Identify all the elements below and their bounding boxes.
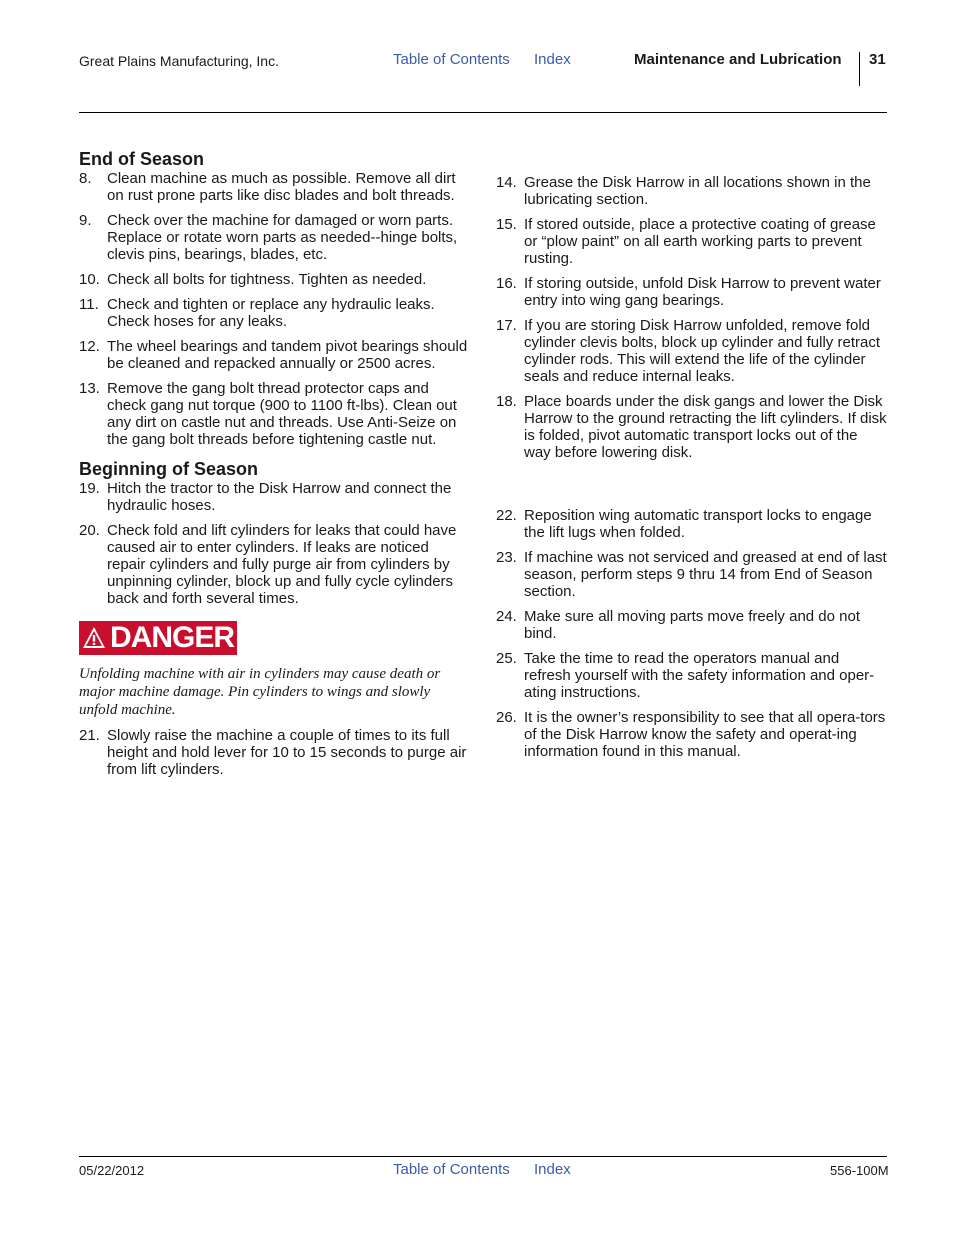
beginning-of-season-list <box>79 480 471 607</box>
list-item <box>496 608 888 642</box>
item-number: 9. <box>79 212 92 229</box>
item-text: If you are storing Disk Harrow unfolded, remove fold cylinder clevis bolts, block up cylinder and fully retract cylinder rods. This will extend the life of the cylinder seals and reduce internal leaks. <box>524 317 880 385</box>
item-number: 21. <box>79 727 100 744</box>
list-item <box>79 271 471 288</box>
list-item <box>496 317 888 385</box>
item-text: Check all bolts for tightness. Tighten as needed. <box>107 271 427 288</box>
item-text: The wheel bearings and tandem pivot bearings should be cleaned and repacked annually or 2500 acres. <box>107 338 468 372</box>
item-text: Hitch the tractor to the Disk Harrow and connect the hydraulic hoses. <box>107 480 452 514</box>
item-number: 8. <box>79 170 92 187</box>
index-link-footer[interactable]: Index <box>534 1161 571 1178</box>
danger-message: Unfolding machine with air in cylinders may cause death or major machine damage. Pin cylinders to wings and slowly unfold machine. <box>79 666 441 718</box>
right-column <box>496 174 888 469</box>
item-number: 18. <box>496 393 517 410</box>
item-text: Remove the gang bolt thread protector caps and check gang nut torque (900 to 1100 ft-lbs). Clean out any dirt on castle nut and threads. Use Anti-Seize on the gang bolt threads before tightening castle nut. <box>107 380 457 448</box>
right-column-lower <box>496 507 888 768</box>
item-number: 24. <box>496 608 517 625</box>
list-item <box>79 380 471 448</box>
toc-link-header[interactable]: Table of Contents <box>393 51 510 68</box>
item-text: Take the time to read the operators manual and refresh yourself with the safety information and oper-ating instructions. <box>524 650 875 701</box>
list-item <box>496 709 888 760</box>
item-number: 17. <box>496 317 517 334</box>
warning-triangle-icon <box>82 626 106 650</box>
document-number: 556-100M <box>830 1163 889 1178</box>
list-item <box>79 296 471 330</box>
item-number: 14. <box>496 174 517 191</box>
item-number: 23. <box>496 549 517 566</box>
item-number: 16. <box>496 275 517 292</box>
list-item <box>496 275 888 309</box>
item-text: Clean machine as much as possible. Remove all dirt on rust prone parts like disc blades and bolt threads. <box>107 170 456 204</box>
end-of-season-list <box>79 170 471 448</box>
item-number: 19. <box>79 480 100 497</box>
item-text: If machine was not serviced and greased at end of last season, perform steps 9 thru 14 from End of Season section. <box>524 549 887 600</box>
list-item <box>496 216 888 267</box>
item-text: Check fold and lift cylinders for leaks that could have caused air to enter cylinders. If leaks are noticed repair cylinders and fully purge air from cylinders by unpinning cylinder, block up and fully cycle cylinders back and forth several times. <box>107 522 457 607</box>
end-of-season-heading: End of Season <box>79 149 205 169</box>
list-item <box>79 170 471 204</box>
list-item <box>79 338 471 372</box>
beginning-of-season-list-continued <box>496 507 888 760</box>
item-number: 13. <box>79 380 100 397</box>
item-text: Make sure all moving parts move freely and do not bind. <box>524 608 860 642</box>
item-number: 11. <box>79 296 99 313</box>
footer-date: 05/22/2012 <box>79 1163 145 1178</box>
item-number: 25. <box>496 650 517 667</box>
item-text: Reposition wing automatic transport locks to engage the lift lugs when folded. <box>524 507 872 541</box>
list-item <box>496 507 888 541</box>
item-text: If storing outside, unfold Disk Harrow to prevent water entry into wing gang bearings. <box>524 275 881 309</box>
company-name: Great Plains Manufacturing, Inc. <box>79 53 279 69</box>
left-column <box>79 148 471 786</box>
list-item <box>496 393 888 461</box>
list-item <box>79 727 471 778</box>
list-item <box>79 212 471 263</box>
list-item <box>79 522 471 607</box>
item-text: Check and tighten or replace any hydraulic leaks. Check hoses for any leaks. <box>107 296 435 330</box>
danger-text: DANGER <box>109 621 234 654</box>
footer-rule <box>79 1156 887 1157</box>
section-title: Maintenance and Lubrication <box>634 51 842 68</box>
page-number: 31 <box>869 51 886 68</box>
end-of-season-list-continued <box>496 174 888 461</box>
after-danger-list <box>79 727 471 778</box>
item-text: It is the owner’s responsibility to see that all opera-tors of the Disk Harrow know the safety and operat-ing information found in this manual. <box>524 709 886 760</box>
item-text: Check over the machine for damaged or worn parts. Replace or rotate worn parts as needed--hinge bolts, clevis pins, bearings, blades, etc. <box>107 212 458 263</box>
item-text: Place boards under the disk gangs and lower the Disk Harrow to the ground retracting the lift cylinders. If disk is folded, pivot automatic transport locks out of the way before lowering disk. <box>524 393 887 461</box>
item-number: 20. <box>79 522 100 539</box>
danger-label <box>79 621 237 655</box>
item-number: 12. <box>79 338 100 355</box>
toc-link-footer[interactable]: Table of Contents <box>393 1161 510 1178</box>
header-divider <box>859 52 860 86</box>
index-link-header[interactable]: Index <box>534 51 571 68</box>
item-text: Grease the Disk Harrow in all locations shown in the lubricating section. <box>524 174 871 208</box>
item-number: 26. <box>496 709 517 726</box>
list-item <box>496 174 888 208</box>
item-number: 10. <box>79 271 100 288</box>
item-text: Slowly raise the machine a couple of times to its full height and hold lever for 10 to 15 seconds to purge air from lift cylinders. <box>107 727 467 778</box>
item-number: 22. <box>496 507 517 524</box>
item-text: If stored outside, place a protective coating of grease or “plow paint” on all earth working parts to prevent rusting. <box>524 216 876 267</box>
beginning-of-season-heading: Beginning of Season <box>79 459 259 479</box>
list-item <box>496 549 888 600</box>
list-item <box>79 480 471 514</box>
header-rule <box>79 112 887 113</box>
item-number: 15. <box>496 216 517 233</box>
list-item <box>496 650 888 701</box>
